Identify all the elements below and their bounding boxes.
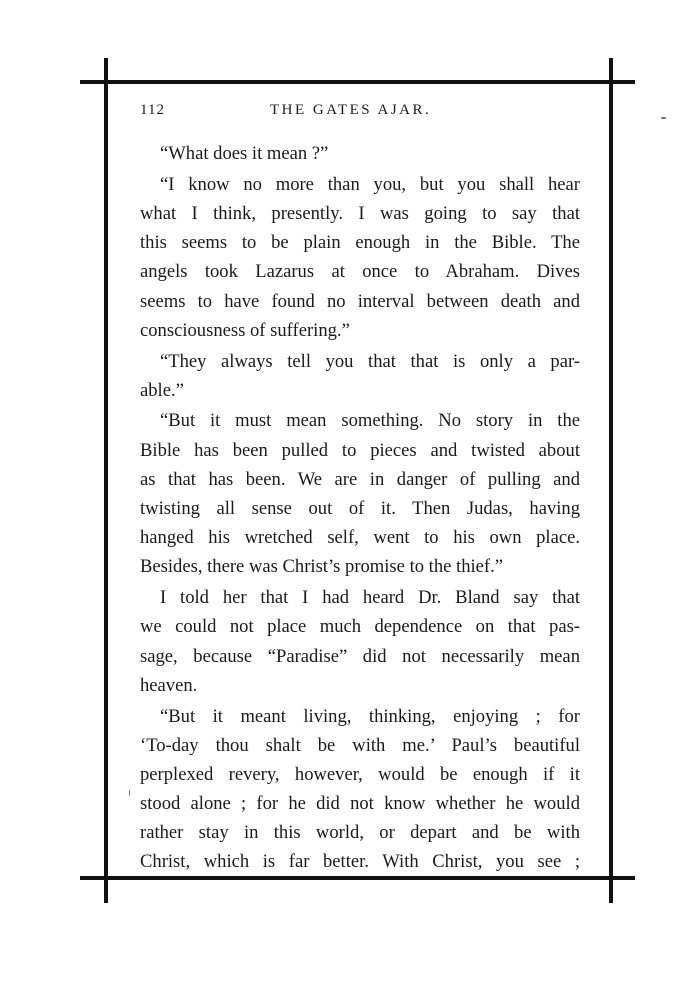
text-line: perplexed revery, however, would be enough if it [140,763,580,785]
text-line: as that has been. We are in danger of pulling and [140,468,580,490]
text-line: Bible has been pulled to pieces and twisted about [140,439,580,461]
text-line: I told her that I had heard Dr. Bland say that [160,587,580,609]
text-line: sage, because “Paradise” did not necessarily mean [140,645,580,667]
text-line: we could not place much dependence on that pas- [140,616,580,638]
left-rule [104,58,108,903]
top-rule [80,80,635,84]
text-line: able.” [140,379,184,401]
text-line: “What does it mean ?” [160,143,329,164]
text-line: “I know no more than you, but you shall hear [160,173,580,195]
text-line: Christ, which is far better. With Christ, you see ; [140,851,580,873]
text-line: heaven. [140,674,198,696]
text-line: ‘To-day thou shalt be with me.’ Paul’s beautiful [140,734,580,756]
text-line: “They always tell you that that is only a par- [160,350,580,372]
margin-speck [129,790,130,796]
text-line: rather stay in this world, or depart and be with [140,822,580,844]
body-text [140,139,580,877]
text-line: hanged his wretched self, went to his own place. [140,527,580,549]
text-line: consciousness of suffering.” [140,319,350,341]
text-line: twisting all sense out of it. Then Judas, having [140,498,580,520]
text-line: stood alone ; for he did not know whether he would [140,793,580,815]
text-line: what I think, presently. I was going to say that [140,202,580,224]
text-line: “But it meant living, thinking, enjoying ; for [160,705,580,727]
text-line: this seems to be plain enough in the Bible. The [140,232,580,254]
running-title: THE GATES AJAR. [270,102,432,118]
text-line: Besides, there was Christ’s promise to the thief.” [140,556,504,578]
text-line: angels took Lazarus at once to Abraham. Dives [140,261,580,283]
margin-speck [661,117,666,119]
page-number: 112 [140,102,165,118]
text-line: seems to have found no interval between death and [140,290,580,312]
running-header [140,102,580,126]
right-rule [609,58,613,903]
text-line: “But it must mean something. No story in the [160,410,580,432]
